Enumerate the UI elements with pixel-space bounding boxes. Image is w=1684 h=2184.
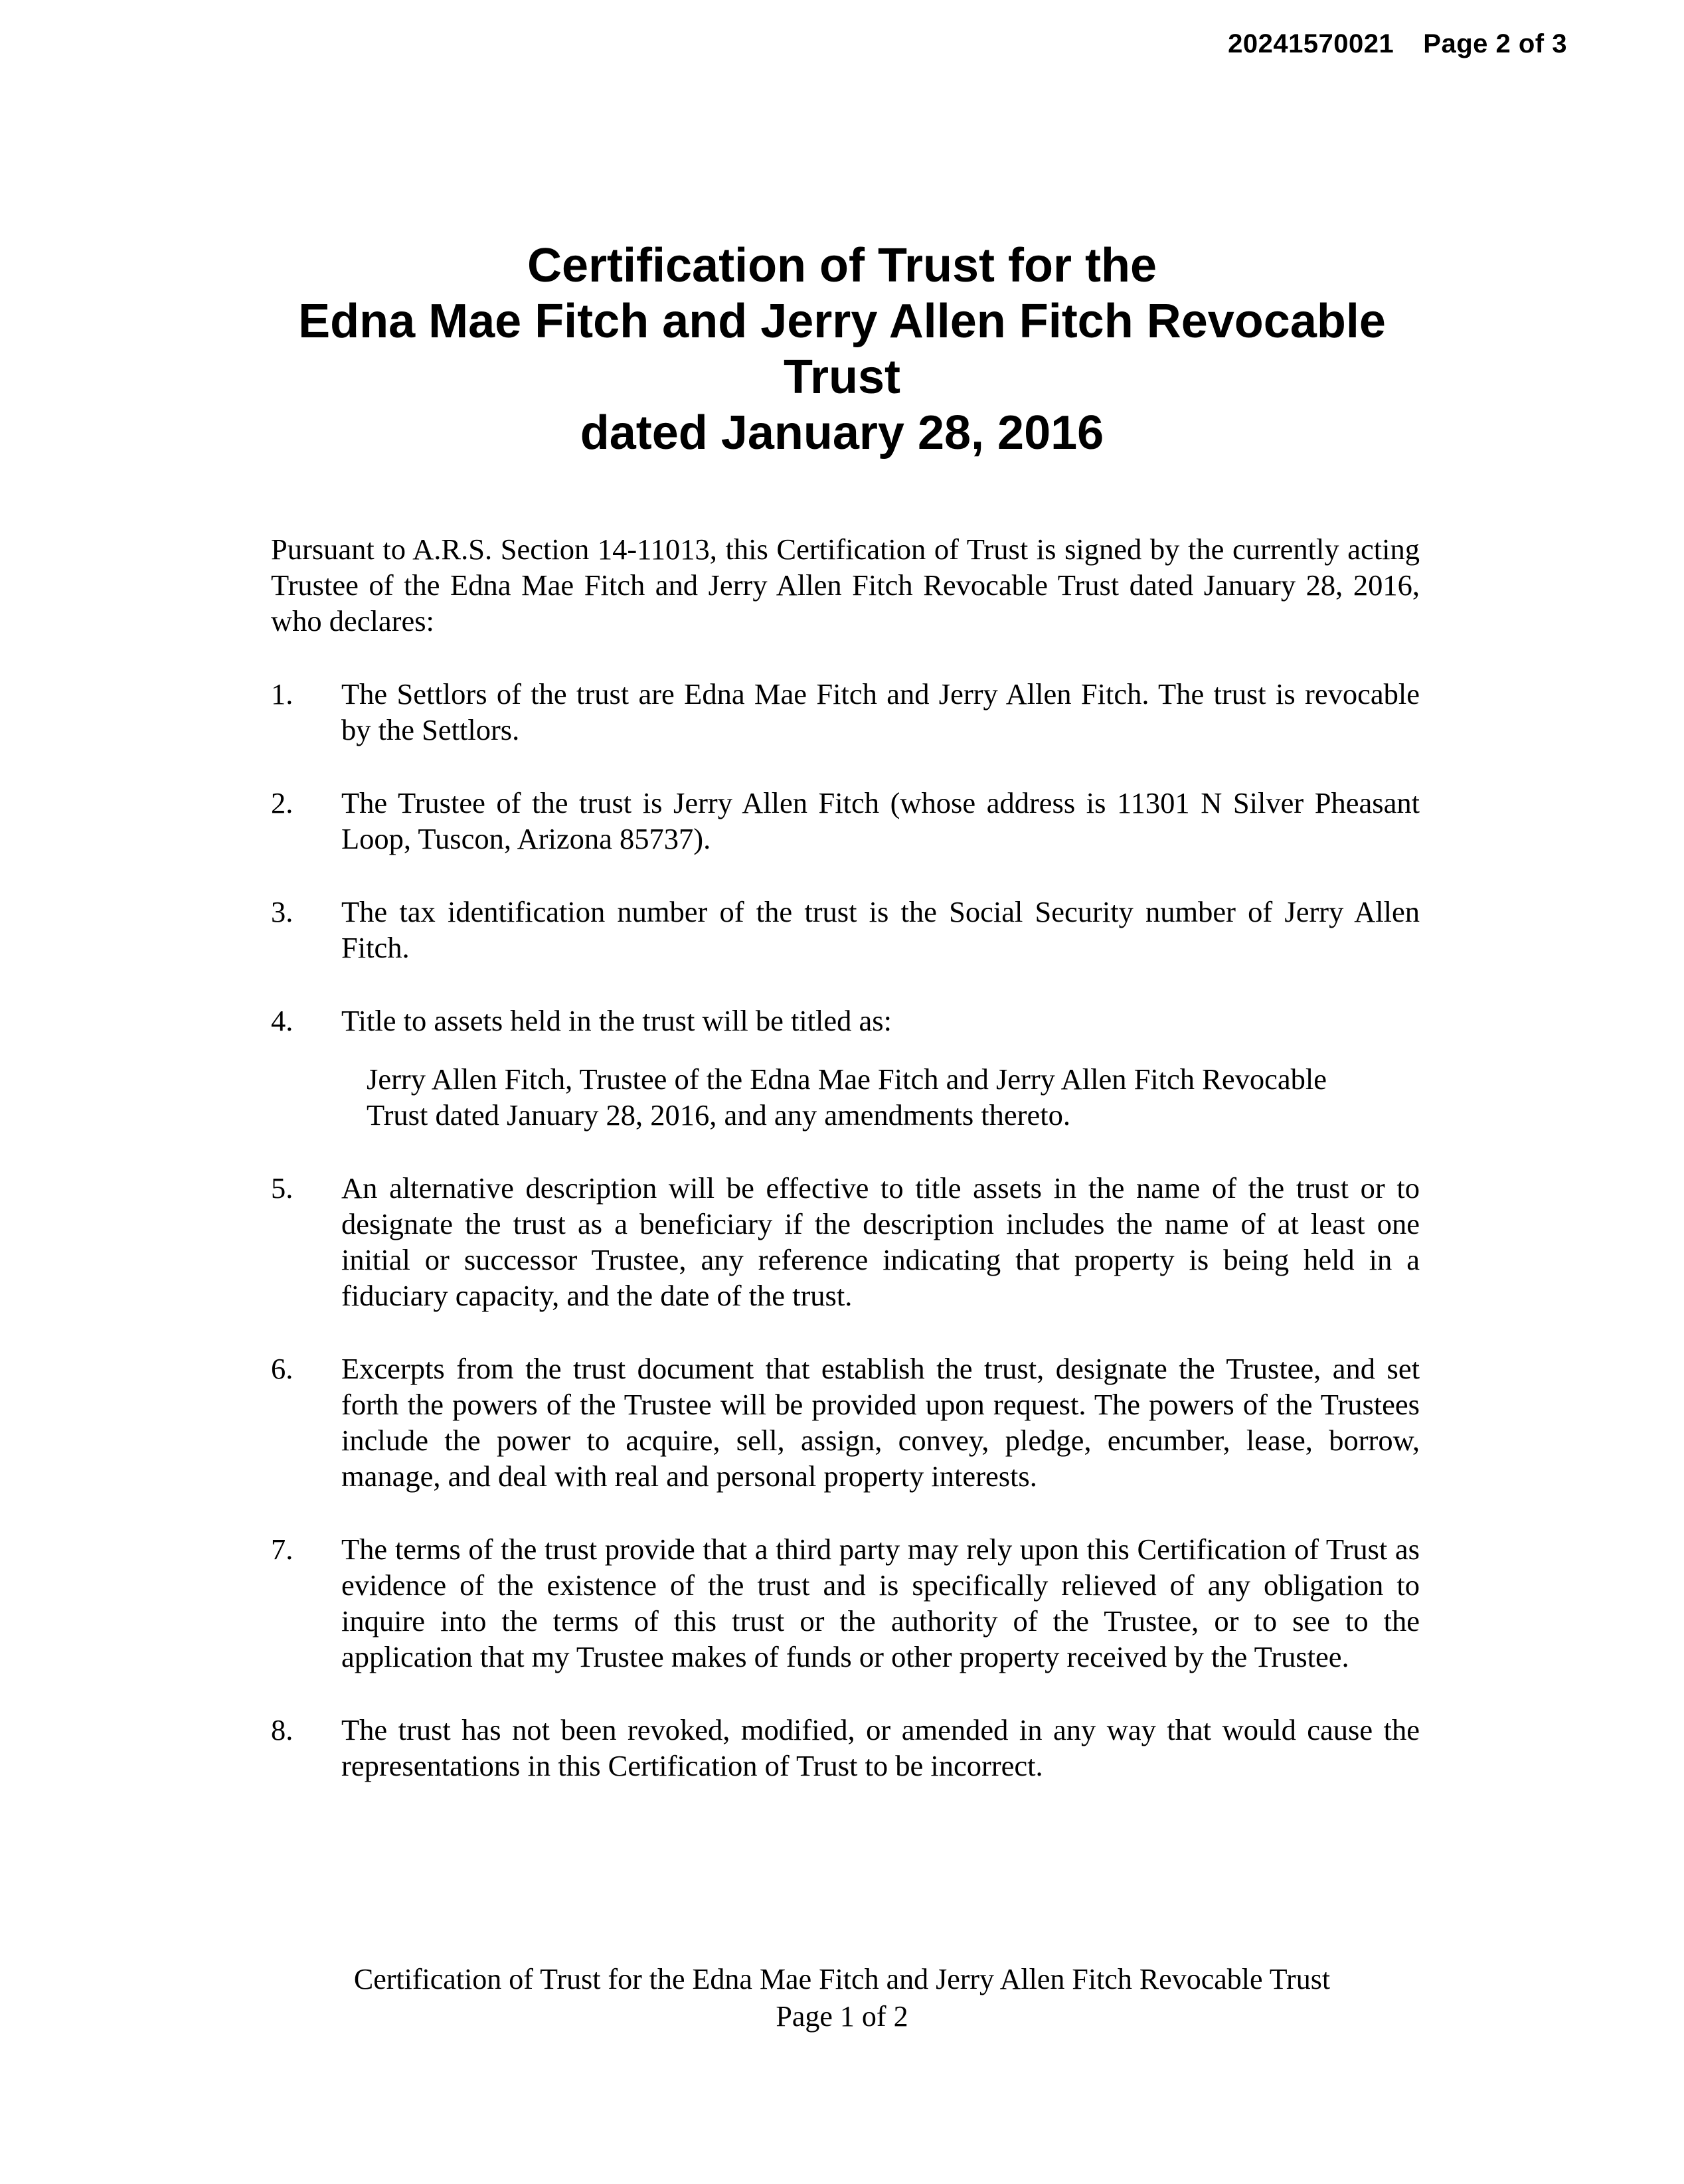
item-text: The Trustee of the trust is Jerry Allen Fitch (whose address is 11301 N Silver Pheasant Loop, Tuscon, Arizona 85737). — [341, 786, 1420, 855]
page-indicator: Page 2 of 3 — [1423, 29, 1567, 58]
document-body — [271, 531, 1420, 1821]
title-line-4: dated January 28, 2016 — [580, 406, 1104, 460]
footer-page-number: Page 1 of 2 — [776, 2000, 908, 2033]
item-number: 6. — [271, 1352, 294, 1385]
item-number: 1. — [271, 677, 294, 711]
item-text: Title to assets held in the trust will be titled as: — [341, 1004, 892, 1037]
page-footer — [0, 1961, 1684, 2035]
item-text: The trust has not been revoked, modified, or amended in any way that would cause the representations in this Certification of Trust to be incorrect. — [341, 1713, 1420, 1782]
list-item — [271, 1003, 1420, 1039]
list-item — [271, 1712, 1420, 1784]
item-number: 8. — [271, 1713, 294, 1746]
item-number: 7. — [271, 1533, 294, 1566]
title-line-1: Certification of Trust for the — [527, 239, 1157, 292]
item-text: Excerpts from the trust document that establish the trust, designate the Trustee, and set forth the powers of the Trustee will be provided upon request. The powers of the Trustees include the power to acquire, sell, assign, convey, pledge, encumber, lease, borrow, manage, and deal with real and personal property interests. — [341, 1352, 1420, 1493]
list-item — [271, 1531, 1420, 1675]
item-number: 4. — [271, 1004, 294, 1037]
list-item — [271, 894, 1420, 966]
title-designation-quote: Jerry Allen Fitch, Trustee of the Edna Mae Fitch and Jerry Allen Fitch Revocable Trust dated January 28, 2016, and any amendments thereto. — [367, 1062, 1327, 1132]
item-text: An alternative description will be effective to title assets in the name of the trust or to designate the trust as a beneficiary if the description includes the name of at least one initial or successor Trustee, any reference indicating that property is being held in a fiduciary capacity, and the date of the trust. — [341, 1171, 1420, 1312]
item-text: The terms of the trust provide that a third party may rely upon this Certification of Trust as evidence of the existence of the trust and is specifically relieved of any obligation to inquire into the terms of this trust or the authority of the Trustee, or to see to the application that my Trustee makes of funds or other property received by the Trustee. — [341, 1533, 1420, 1673]
document-title — [0, 238, 1684, 461]
recording-number: 20241570021 — [1228, 29, 1394, 58]
intro-paragraph: Pursuant to A.R.S. Section 14-11013, this Certification of Trust is signed by the currently acting Trustee of the Edna Mae Fitch and Jerry Allen Fitch Revocable Trust dated January 28, 2016, who declares: — [271, 533, 1420, 637]
item-number: 2. — [271, 786, 294, 819]
list-item — [271, 785, 1420, 857]
list-item — [271, 1351, 1420, 1494]
recording-header — [1228, 29, 1567, 59]
item-text: The Settlors of the trust are Edna Mae Fitch and Jerry Allen Fitch. The trust is revocable by the Settlors. — [341, 677, 1420, 746]
item-number: 5. — [271, 1171, 294, 1205]
item-number: 3. — [271, 895, 294, 928]
footer-title: Certification of Trust for the Edna Mae Fitch and Jerry Allen Fitch Revocable Trust — [353, 1963, 1331, 1995]
title-line-3: Trust — [783, 351, 901, 404]
item-text: The tax identification number of the trust is the Social Security number of Jerry Allen Fitch. — [341, 895, 1420, 964]
list-item — [271, 1170, 1420, 1313]
title-line-2: Edna Mae Fitch and Jerry Allen Fitch Revocable — [298, 295, 1386, 348]
list-item — [271, 676, 1420, 748]
